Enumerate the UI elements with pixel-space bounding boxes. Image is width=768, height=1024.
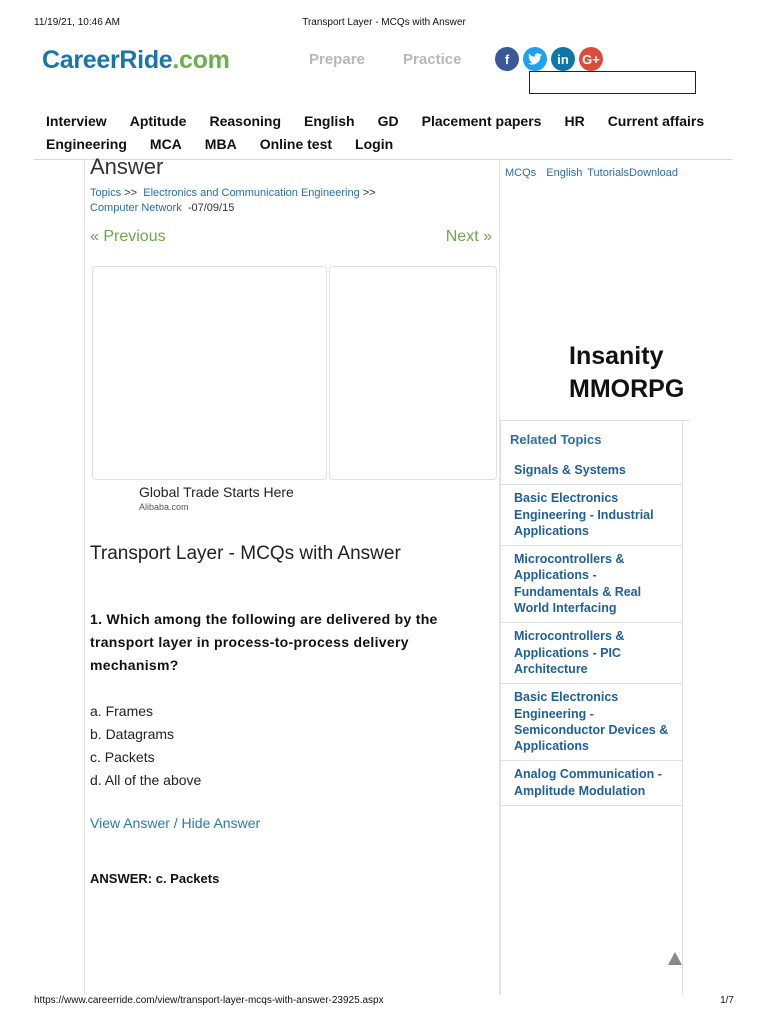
- related-topic-item[interactable]: Microcontrollers & Applications - PIC Architecture: [501, 623, 683, 684]
- previous-link[interactable]: « Previous: [90, 228, 166, 245]
- logo-suffix: .com: [172, 46, 230, 74]
- option-d: d. All of the above: [90, 772, 202, 788]
- nav-placement-papers[interactable]: Placement papers: [421, 113, 542, 129]
- nav-login[interactable]: Login: [355, 136, 394, 152]
- breadcrumb-computer-network[interactable]: Computer Network: [90, 202, 182, 214]
- google-plus-icon[interactable]: G+: [579, 47, 603, 71]
- nav-aptitude[interactable]: Aptitude: [129, 113, 187, 129]
- related-topics-list: [501, 457, 683, 806]
- prepare-link[interactable]: Prepare: [309, 51, 365, 68]
- breadcrumb-separator: >>: [124, 187, 138, 199]
- option-b: b. Datagrams: [90, 726, 175, 742]
- print-footer: [0, 995, 768, 1009]
- nav-english[interactable]: English: [304, 113, 355, 129]
- sidebar-ad[interactable]: [569, 340, 684, 406]
- next-link[interactable]: Next »: [445, 228, 492, 245]
- sidebar-link-english-tutorials[interactable]: English Tutorials: [546, 167, 630, 179]
- sidebar-ad-line-1: Insanity: [569, 342, 664, 370]
- facebook-icon[interactable]: f: [495, 47, 519, 71]
- sidebar-link-download[interactable]: Download: [629, 167, 678, 179]
- ad-slot-right[interactable]: [329, 266, 497, 480]
- site-header: [34, 40, 734, 90]
- answer-options: [90, 700, 201, 792]
- nav-gd[interactable]: GD: [377, 113, 399, 129]
- related-topic-item[interactable]: Analog Communication - Amplitude Modulation: [501, 761, 683, 806]
- breadcrumb: [90, 186, 376, 216]
- linkedin-icon[interactable]: in: [551, 47, 575, 71]
- answer-text: ANSWER: c. Packets: [90, 871, 220, 886]
- search-input[interactable]: [529, 71, 696, 94]
- related-topics-panel: [500, 420, 683, 995]
- top-nav: [309, 51, 495, 68]
- site-logo[interactable]: [42, 46, 230, 75]
- social-icons: [495, 47, 603, 71]
- nav-mba[interactable]: MBA: [204, 136, 237, 152]
- sidebar-ad-line-2: MMORPG: [569, 375, 685, 403]
- sidebar: [500, 160, 690, 995]
- main-nav-row-1: [46, 110, 726, 133]
- breadcrumb-electronics[interactable]: Electronics and Communication Engineering: [143, 187, 360, 199]
- practice-link[interactable]: Practice: [403, 51, 462, 68]
- related-topics-title: Related Topics: [510, 432, 602, 447]
- nav-online-test[interactable]: Online test: [259, 136, 333, 152]
- post-date: -07/09/15: [187, 202, 235, 214]
- print-datetime: 11/19/21, 10:46 AM: [34, 17, 120, 28]
- scroll-up-arrow-icon[interactable]: [668, 952, 682, 965]
- nav-hr[interactable]: HR: [564, 113, 585, 129]
- nav-mca[interactable]: MCA: [149, 136, 182, 152]
- article-title: Transport Layer - MCQs with Answer: [90, 543, 401, 564]
- nav-interview[interactable]: Interview: [46, 113, 107, 129]
- main-nav-row-2: [46, 133, 726, 156]
- related-topic-item[interactable]: Microcontrollers & Applications - Fundamentals & Real World Interfacing: [501, 546, 683, 623]
- logo-main: CareerRide: [42, 46, 173, 74]
- sidebar-link-mcqs[interactable]: MCQs: [505, 167, 537, 179]
- main-content: [84, 154, 500, 995]
- breadcrumb-topics[interactable]: Topics: [90, 187, 122, 199]
- option-a: a. Frames: [90, 703, 154, 719]
- print-url: https://www.careerride.com/view/transport-layer-mcqs-with-answer-23925.aspx: [34, 995, 384, 1006]
- page-heading-fragment: Answer: [90, 154, 164, 179]
- main-nav: [46, 110, 726, 156]
- print-page-number: 1/7: [720, 995, 734, 1006]
- breadcrumb-separator: >>: [362, 187, 376, 199]
- question-text: 1. Which among the following are delivered by the transport layer in process-to-process delivery mechanism?: [90, 611, 438, 673]
- ad-slot-left[interactable]: [92, 266, 327, 480]
- ad-caption[interactable]: Global Trade Starts Here: [139, 484, 294, 500]
- related-topic-item[interactable]: Signals & Systems: [501, 457, 683, 485]
- related-topic-item[interactable]: Basic Electronics Engineering - Industrial Applications: [501, 485, 683, 546]
- nav-current-affairs[interactable]: Current affairs: [607, 113, 705, 129]
- view-answer-toggle[interactable]: View Answer / Hide Answer: [90, 815, 261, 831]
- nav-engineering[interactable]: Engineering: [46, 136, 127, 152]
- sidebar-top-links: [505, 167, 678, 179]
- twitter-icon[interactable]: [523, 47, 547, 71]
- nav-reasoning[interactable]: Reasoning: [209, 113, 282, 129]
- print-header: [0, 17, 768, 31]
- option-c: c. Packets: [90, 749, 155, 765]
- ad-source: Alibaba.com: [139, 502, 189, 512]
- print-title: Transport Layer - MCQs with Answer: [302, 17, 466, 28]
- related-topic-item[interactable]: Basic Electronics Engineering - Semiconductor Devices & Applications: [501, 684, 683, 761]
